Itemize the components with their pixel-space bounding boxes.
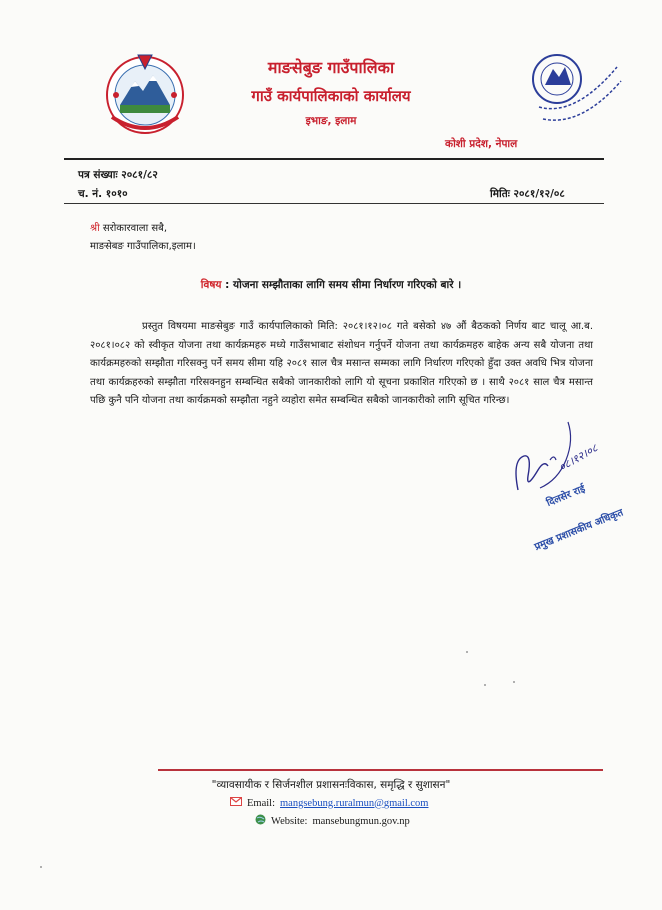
office-name: गाउँ कार्यपालिकाको कार्यालय <box>251 87 411 105</box>
gmail-icon <box>230 797 242 809</box>
body-paragraph: प्रस्तुत विषयमा माङसेबुङ गाउँ कार्यपालिकाको मिति: २०८१।१२।०८ गते बसेको ४७ औं बैठकको निर्णय बाट चालू आ.ब. २०८१।०८२ को स्वीकृत योजना तथा कार्यक्रमहरु मध्ये गाउँसभाबाट संशोधन गर्नुपर्ने योजना तथा कार्यक्रमहरु बाहेक अन्य सबै योजना तथा कार्यक्रमहरुको सम्झौता गरिसक्नु पर्ने समय सीमा यहि २०८१ साल चैत्र मसान्त सम्मका लागि निर्धारण गरिएको हुँदा उक्त अवधि भित्र योजना तथा कार्यक्रहरुको सम्झौता गरिसक्नहुन सम्बन्धित सबैको जानकारीको लागि यो सूचना प्रकाशित गरिएको छ । साथै २०८१ साल चैत्र मसान्त पछि कुनै पनि योजना तथा कार्यक्रमको सम्झौता नहुने व्यहोरा समेत सम्बन्धित सबैको जानकारीको लागि सूचित गरिन्छ। <box>90 321 593 407</box>
website-url[interactable]: mansebungmun.gov.np <box>312 815 410 827</box>
municipality-name: माङसेबुङ गाउँपालिका <box>267 58 395 77</box>
addressee-location: माङसेबङ गाउँपालिका,इलाम। <box>90 241 196 252</box>
footer-divider <box>158 769 603 771</box>
letter-number: पत्र संख्याः २०८१/८२ <box>78 169 158 181</box>
addressee-honorific: श्री <box>90 223 100 234</box>
globe-icon <box>255 814 266 828</box>
letter-body <box>90 318 593 411</box>
office-slogan: "व्यावसायीक र सिर्जनशील प्रशासनःविकास, समृद्धि र सुशासन" <box>211 779 451 791</box>
footer-website-row <box>255 814 410 828</box>
signature-date: ०८।१२।०८ <box>556 441 600 475</box>
office-location: इभाङ, इलाम <box>305 115 357 127</box>
province-line: कोशी प्रदेश, नेपाल <box>445 138 518 150</box>
subject-line <box>0 278 662 292</box>
reference-divider <box>64 203 604 204</box>
header-divider <box>64 158 604 160</box>
footer-email-row <box>230 797 428 809</box>
email-link[interactable]: mangsebung.ruralmun@gmail.com <box>280 797 429 809</box>
signatory-name: दिलसेर राई <box>545 483 587 509</box>
signatory-title: प्रमुख प्रशासकीय अधिकृत <box>533 507 625 553</box>
subject-label: विषय <box>200 279 222 291</box>
addressee-recipients: सरोकारवाला सबै, <box>99 223 167 234</box>
website-label: Website: <box>271 815 308 827</box>
addressee-line <box>90 220 167 234</box>
letter-date: मितिः २०८१/१२/०८ <box>490 188 565 200</box>
dispatch-number: च. नं. १०१० <box>78 188 128 200</box>
email-label: Email: <box>247 797 275 809</box>
subject-text: : योजना सम्झौताका लागि समय सीमा निर्धारण गरिएको बारे । <box>221 279 462 291</box>
